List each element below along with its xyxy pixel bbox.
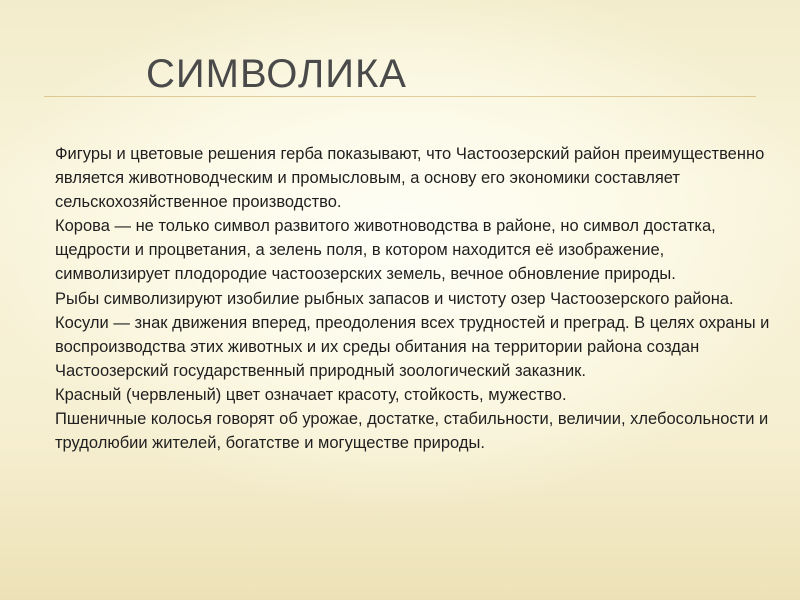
body-paragraph: Пшеничные колосья говорят об урожае, достатке, стабильности, величии, хлебосольности и трудолюбии жителей, богатстве и могуществе природы. (55, 410, 769, 453)
body-paragraph: Красный (червленый) цвет означает красоту, стойкость, мужество. (55, 385, 567, 404)
title-divider (44, 96, 756, 97)
slide-title: СИМВОЛИКА (146, 52, 407, 96)
body-paragraph: Рыбы символизируют изобилие рыбных запасов и чистоту озер Частоозерского района. (55, 289, 734, 308)
slide-body (55, 142, 770, 455)
body-paragraph: Фигуры и цветовые решения герба показывают, что Частоозерский район преимущественно является животноводческим и промысловым, а основу его экономики составляет сельскохозяйственное производство. (55, 145, 765, 212)
body-paragraph: Корова — не только символ развитого животноводства в районе, но символ достатка, щедрости и процветания, а зелень поля, в котором находится её изображение, символизирует плодородие частоозерских земель, вечное обновление природы. (55, 217, 716, 284)
body-paragraph: Косули — знак движения вперед, преодоления всех трудностей и преград. В целях охраны и воспроизводства этих животных и их среды обитания на территории района создан Частоозерский государственный природный зоологический заказник. (55, 313, 770, 380)
